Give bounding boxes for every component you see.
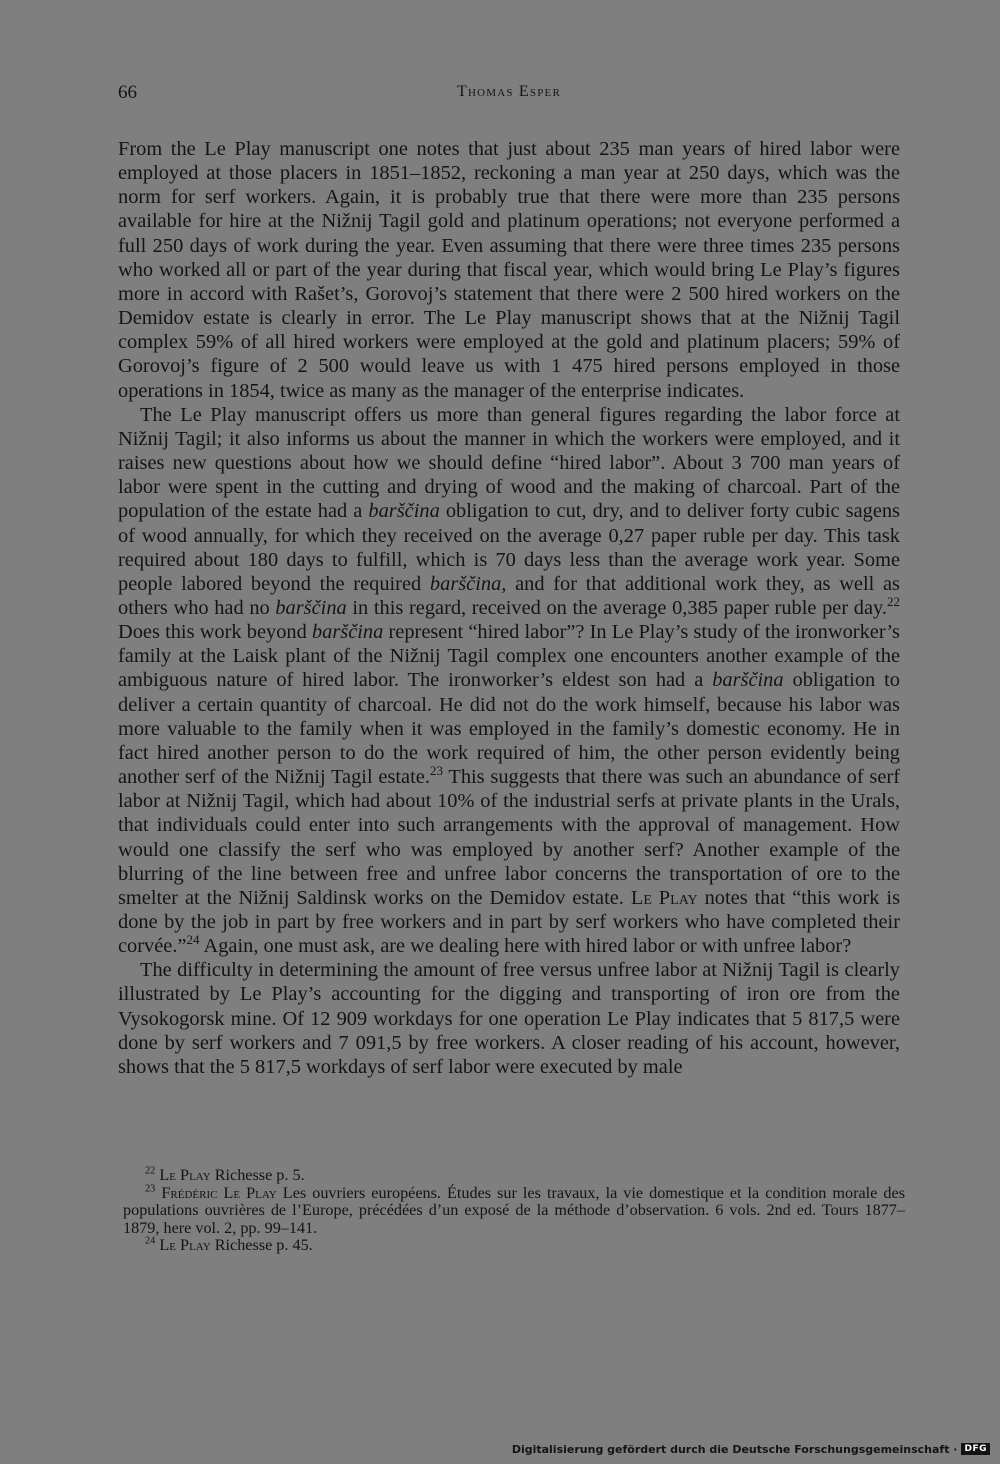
- funding-banner: [512, 1441, 990, 1457]
- text-run: represent “hired labor”? In Le Play’s study of the ironworker’s family at the Laisk plant of the Nižnij Tagil complex one encounters another example of the ambiguous nature of hired labor. The ironworker’s eldest son had a: [118, 621, 900, 692]
- paragraph-2: [118, 403, 900, 959]
- text-run: and for that additional work they, as well as others who had no: [118, 572, 900, 619]
- text-run: in this regard, received on the average 0,385 paper ruble per day.: [346, 596, 887, 619]
- footnote-number: 24: [145, 1235, 156, 1247]
- footnote-22: [123, 1167, 905, 1185]
- footnotes: [123, 1167, 905, 1255]
- italic-term: barščina: [368, 500, 440, 523]
- italic-term: barščina: [712, 669, 784, 692]
- text-run: Does this work beyond: [118, 621, 312, 644]
- footnote-text: Les ouvriers européens. Études sur les travaux, la vie domestique et la condition morale des populations ouvrières de l’Europe, précédées d’un exposé de la méthode d’observation. 6 vols. 2nd ed. Tours 1877–1879, here vol. 2, pp. 99–141.: [123, 1183, 905, 1237]
- italic-term: barščina: [275, 596, 347, 619]
- text-run: This suggests that there was such an abundance of serf labor at Nižnij Tagil, which had about 10% of the industrial serfs at private plants in the Urals, that individuals could enter into such arrangements with the approval of management. How would one classify the serf who was employed by another serf? Another example of the blurring of the line between free and unfree labor concerns the transportation of ore to the smelter at the Nižnij Saldinsk works on the Demidov estate.: [118, 766, 900, 909]
- body-text: [118, 137, 900, 1079]
- footnote-number: 23: [145, 1183, 156, 1195]
- footnote-text: Richesse p. 45.: [210, 1236, 313, 1255]
- italic-term: barščina: [311, 621, 384, 644]
- funding-text: Digitalisierung gefördert durch die Deutsche Forschungsgemeinschaft ·: [511, 1442, 958, 1456]
- text-run: obligation to deliver a certain quantity of charcoal. He did not do the work himself, because his labor was more valuable to the family when it was employed in the family’s domestic economy. He in fact hired another person to do the work required of him, the other person evidently being another serf of the Nižnij Tagil estate.: [118, 669, 901, 789]
- footnote-ref-22: 22: [886, 594, 901, 610]
- text-run: Again, one must ask, are we dealing here with hired labor or with unfree labor?: [199, 935, 852, 958]
- footnote-ref-23: 23: [429, 763, 443, 779]
- footnote-author: Le Play: [159, 1236, 211, 1255]
- footnote-ref-24: 24: [186, 932, 200, 948]
- footnote-24: [123, 1237, 905, 1255]
- italic-term: barščina,: [429, 572, 507, 595]
- dfg-logo-icon: DFG: [961, 1443, 990, 1455]
- paragraph-1: From the Le Play manuscript one notes that just about 235 man years of hired labor were employed at those placers in 1851–1852, reckoning a man year at 250 days, which was the norm for serf workers. Again, it is probably true that there were more than 235 persons available for hire at the Nižnij Tagil gold and platinum operations; not everyone performed a full 250 days of work during the year. Even assuming that there were three times 235 persons who worked all or part of the year during that fiscal year, which would bring Le Play’s figures more in accord with Rašet’s, Gorovoj’s statement that there were 2 500 hired workers on the Demidov estate is clearly in error. The Le Play manuscript shows that at the Nižnij Tagil complex 59% of all hired workers were employed at the gold and platinum placers; 59% of Gorovoj’s figure of 2 500 would leave us with 1 475 hired persons employed in those operations in 1854, twice as many as the manager of the enterprise indicates.: [118, 138, 900, 402]
- page-number: 66: [118, 82, 137, 103]
- footnote-author: Le Play: [159, 1166, 211, 1184]
- running-head: Thomas Esper: [457, 83, 561, 100]
- footnote-number: 22: [145, 1165, 156, 1177]
- page-header: [118, 82, 900, 108]
- footnote-author: Frédéric Le Play: [161, 1183, 277, 1202]
- text-run: notes that “this work is done by the job in part by free workers and in part by serf workers who have completed their corvée.”: [118, 886, 901, 958]
- text-run: obligation to cut, dry, and to deliver forty cubic sagens of wood annually, for which they received on the average 0,27 paper ruble per day. This task required about 180 days to fulfill, which is 70 days less than the average work year. Some people labored beyond the required: [118, 500, 900, 595]
- footnote-23: [123, 1185, 905, 1238]
- author-name: Le Play: [630, 886, 698, 909]
- text-run: The Le Play manuscript offers us more than general figures regarding the labor force at Nižnij Tagil; it also informs us about the manner in which the workers were employed, and it raises new questions about how we should define “hired labor”. About 3 700 man years of labor were spent in the cutting and drying of wood and the making of charcoal. Part of the population of the estate had a: [118, 403, 900, 523]
- paragraph-3: The difficulty in determining the amount of free versus unfree labor at Nižnij Tagil is clearly illustrated by Le Play’s accounting for the digging and transporting of iron ore from the Vysokogorsk mine. Of 12 909 workdays for one operation Le Play indicates that 5 817,5 were done by serf workers and 7 091,5 by free workers. A closer reading of his account, however, shows that the 5 817,5 workdays of serf labor were executed by male: [118, 959, 900, 1078]
- footnote-text: Richesse p. 5.: [210, 1166, 305, 1184]
